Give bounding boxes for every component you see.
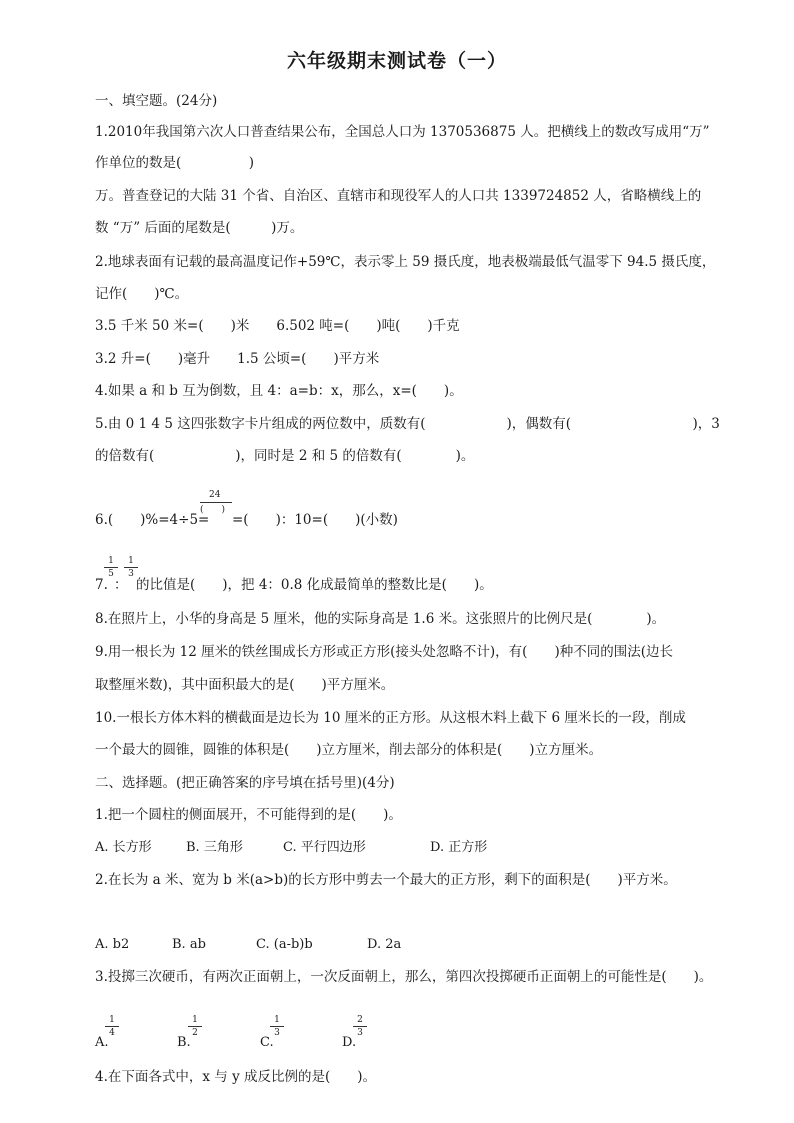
choice-3-option-b-bar <box>188 1026 202 1027</box>
section-2-header: 二、选择题。(把正确答案的序号填在括号里)(4分) <box>95 775 395 791</box>
page-title: 六年级期末测试卷（一） <box>286 50 507 72</box>
choice-2-option-b: B. ab <box>172 937 206 952</box>
question-1-line-2: 作单位的数是( ) <box>95 155 255 171</box>
question-5-line-2: 的倍数有( )，同时是 2 和 5 的倍数有( )。 <box>95 448 475 464</box>
question-9-line-2: 取整厘米数)，其中面积最大的是( )平方厘米。 <box>95 677 395 693</box>
choice-3-option-b-label: B. <box>177 1035 191 1050</box>
choice-3-option-d-numerator: 2 <box>357 1015 363 1025</box>
choice-3-option-c-label: C. <box>260 1035 274 1050</box>
question-6-fraction-numerator: 24 <box>209 490 221 500</box>
question-7-colon: ： <box>114 577 128 593</box>
question-6-right: =( )：10=( )(小数) <box>232 512 398 528</box>
question-7-fraction-1-numerator: 1 <box>108 556 114 566</box>
choice-2-option-d: D. 2a <box>367 937 402 952</box>
question-6-fraction-bar <box>200 502 232 503</box>
choice-question-1: 1.把一个圆柱的侧面展开，不可能得到的是( )。 <box>95 807 402 823</box>
question-6-left: 6.( )%=4÷5= <box>95 512 210 528</box>
question-3-line-1: 3.5 千米 50 米=( )米 6.502 吨=( )吨( )千克 <box>95 318 460 334</box>
question-7-fraction-1-denominator: 5 <box>108 569 114 579</box>
choice-3-option-a-label: A. <box>95 1035 109 1050</box>
choice-question-2: 2.在长为 a 米、宽为 b 米(a>b)的长方形中剪去一个最大的正方形，剩下的面积是( )平方米。 <box>95 872 677 888</box>
choice-3-option-c-numerator: 1 <box>274 1015 280 1025</box>
question-10-line-1: 10.一根长方体木料的横截面是边长为 10 厘米的正方形。从这根木料上截下 6 厘米长的一段，削成 <box>95 710 686 726</box>
question-7-fraction-2-denominator: 3 <box>128 569 134 579</box>
question-7-fraction-2-bar <box>124 567 138 568</box>
question-4: 4.如果 a 和 b 互为倒数，且 4：a=b：x，那么，x=( )。 <box>95 383 463 399</box>
question-6-fraction-denominator: ( ) <box>200 505 226 515</box>
question-9-line-1: 9.用一根长为 12 厘米的铁丝围成长方形或正方形(接头处忽略不计)，有( )种不同的围法(边长 <box>95 644 673 660</box>
choice-1-option-a: A. 长方形 <box>95 840 152 855</box>
choice-3-option-a-denominator: 4 <box>109 1028 115 1038</box>
question-7-text: 的比值是( )，把 4：0.8 化成最简单的整数比是( )。 <box>136 577 493 593</box>
question-5-line-1: 5.由 0 1 4 5 这四张数字卡片组成的两位数中，质数有( )，偶数有( )，3 <box>95 416 720 432</box>
choice-3-option-a-bar <box>105 1026 119 1027</box>
choice-3-option-d-label: D. <box>342 1035 357 1050</box>
question-7-prefix: 7. <box>95 577 108 593</box>
choice-3-option-d-bar <box>353 1026 367 1027</box>
choice-question-3: 3.投掷三次硬币，有两次正面朝上，一次反面朝上，那么，第四次投掷硬币正面朝上的可能性是( )。 <box>95 969 713 985</box>
choice-3-option-c-bar <box>270 1026 284 1027</box>
question-2-line-2: 记作( )℃。 <box>95 286 189 302</box>
question-8: 8.在照片上，小华的身高是 5 厘米，他的实际身高是 1.6 米。这张照片的比例尺是( )。 <box>95 611 666 627</box>
choice-1-option-d: D. 正方形 <box>430 840 488 855</box>
question-2-line-1: 2.地球表面有记载的最高温度记作+59℃，表示零上 59 摄氏度，地表极端最低气温零下 94.5 摄氏度， <box>95 254 716 270</box>
choice-3-option-a-numerator: 1 <box>109 1015 115 1025</box>
choice-1-option-c: C. 平行四边形 <box>283 840 366 855</box>
choice-question-4: 4.在下面各式中，x 与 y 成反比例的是( )。 <box>95 1069 377 1085</box>
choice-3-option-c-denominator: 3 <box>274 1028 280 1038</box>
question-7-fraction-2-numerator: 1 <box>128 556 134 566</box>
question-1-line-3: 万。普查登记的大陆 31 个省、自治区、直辖市和现役军人的人口共 1339724852 人，省略横线上的 <box>95 188 702 204</box>
section-1-header: 一、填空题。(24分) <box>95 93 218 109</box>
choice-3-option-d-denominator: 3 <box>357 1028 363 1038</box>
choice-2-option-c: C. (a-b)b <box>256 937 313 952</box>
choice-3-option-b-numerator: 1 <box>192 1015 198 1025</box>
question-1-line-1: 1.2010年我国第六次人口普查结果公布，全国总人口为 1370536875 人。把横线上的数改写成用“万” <box>95 124 710 140</box>
choice-3-option-b-denominator: 2 <box>192 1028 198 1038</box>
question-7-fraction-1-bar <box>104 567 118 568</box>
choice-2-option-a: A. b2 <box>95 937 130 952</box>
question-3-line-2: 3.2 升=( )毫升 1.5 公顷=( )平方米 <box>95 351 380 367</box>
choice-1-option-b: B. 三角形 <box>186 840 243 855</box>
question-10-line-2: 一个最大的圆锥，圆锥的体积是( )立方厘米，削去部分的体积是( )立方厘米。 <box>95 742 603 758</box>
question-1-line-4: 数 “万” 后面的尾数是( )万。 <box>95 220 304 236</box>
